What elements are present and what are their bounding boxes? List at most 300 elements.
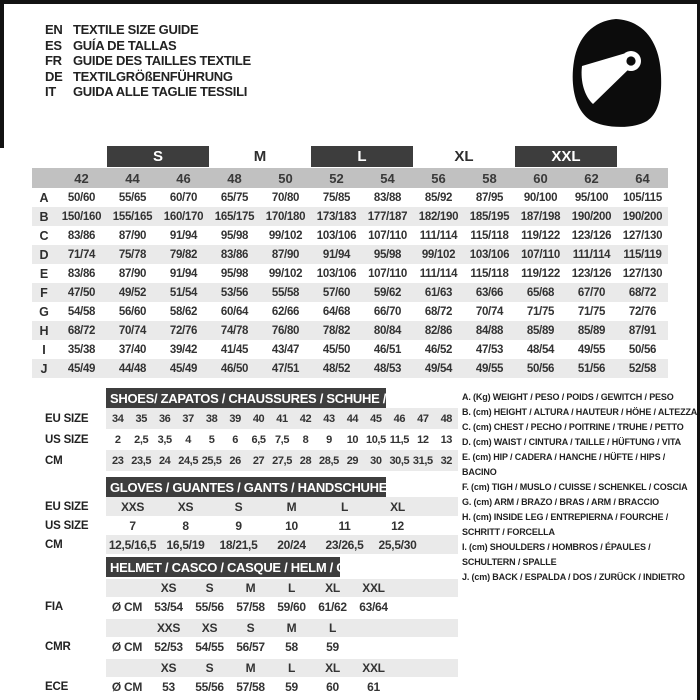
- legend-entry: C. (cm) CHEST / PECHO / POITRINE / TRUHE / PETTO: [462, 422, 684, 432]
- sub-value: 6: [232, 433, 238, 446]
- size-value: 47/50: [67, 286, 96, 299]
- language-row: [45, 22, 251, 38]
- numeric-size: 48: [227, 170, 242, 186]
- helmet-size: M: [245, 581, 256, 595]
- textile-row: [32, 359, 668, 378]
- helmet-band-cells: [106, 579, 458, 597]
- size-value: 54/58: [67, 305, 96, 318]
- size-value: 85/92: [424, 191, 453, 204]
- helmet-size: S: [205, 661, 214, 675]
- size-value: 50/56: [526, 362, 555, 375]
- size-value: 53/56: [220, 286, 249, 299]
- size-value: 70/80: [271, 191, 300, 204]
- helmet-size: XL: [325, 581, 340, 595]
- helmet-size: M: [286, 621, 297, 635]
- size-value: 111/114: [572, 248, 611, 261]
- sub-value: 42: [299, 412, 312, 425]
- helmet-size: S: [205, 581, 214, 595]
- helmet-value-row: [32, 677, 462, 697]
- language-code: EN: [45, 22, 63, 38]
- language-code: ES: [45, 37, 62, 53]
- size-value: 55/65: [118, 191, 147, 204]
- numeric-size-row: [32, 168, 668, 188]
- sub-value: 41: [276, 412, 288, 425]
- size-value: 48/52: [322, 362, 351, 375]
- size-value: 49/55: [475, 362, 504, 375]
- sub-value: 10,5: [365, 433, 386, 446]
- sub-value: 12: [391, 518, 404, 533]
- size-value: 85/89: [526, 324, 555, 337]
- sub-value: 5: [208, 433, 215, 446]
- helmet-size: XXL: [362, 581, 385, 595]
- sub-value: 13: [440, 433, 453, 446]
- row-label: E: [39, 266, 49, 281]
- diameter-unit: Ø CM: [111, 680, 143, 694]
- sub-value: 24: [158, 454, 171, 467]
- helmet-value: 59/60: [277, 600, 306, 614]
- shoes-table: [32, 388, 462, 471]
- legend-entry: H. (cm) INSIDE LEG / ENTREPIERNA / FOURCHE / SCHRITT / FORCELLA: [462, 512, 669, 537]
- visor-pivot-inner: [626, 56, 635, 65]
- row-label: F: [40, 285, 48, 300]
- size-value: 107/110: [521, 248, 560, 261]
- sub-cells: [106, 535, 458, 554]
- sub-row-label: CM: [45, 454, 63, 467]
- size-value: 49/54: [424, 362, 453, 375]
- size-value: 58/62: [169, 305, 198, 318]
- size-value: 83/88: [373, 191, 402, 204]
- numeric-size: 54: [380, 170, 395, 186]
- textile-row: [32, 207, 668, 226]
- sub-value: 43: [323, 412, 335, 425]
- sub-value: 24,5: [178, 454, 199, 467]
- sub-value: 18/21,5: [219, 537, 258, 552]
- language-code: DE: [45, 68, 63, 84]
- size-value: 70/74: [118, 324, 147, 337]
- helmet-value: 52/53: [154, 640, 183, 654]
- sub-row: [32, 429, 462, 450]
- helmet-value: 58: [285, 640, 298, 654]
- textile-rows: [32, 188, 668, 378]
- sub-value: 27,5: [272, 454, 292, 467]
- size-value: 78/82: [322, 324, 351, 337]
- sub-value: 16,5/19: [166, 537, 205, 552]
- legend-entry: J. (cm) BACK / ESPALDA / DOS / ZURÜCK / INDIETRO: [462, 572, 685, 582]
- size-value: 82/86: [424, 324, 453, 337]
- helmet-band-cells: [106, 619, 458, 637]
- sub-value: 38: [205, 412, 218, 425]
- size-value: 127/130: [622, 267, 663, 280]
- size-value: 46/51: [373, 343, 402, 356]
- numeric-size: 44: [125, 170, 140, 186]
- textile-row: [32, 283, 668, 302]
- language-row: [45, 53, 251, 69]
- sub-value: 30: [370, 454, 382, 467]
- sub-value: 35: [135, 412, 147, 425]
- sub-value: 39: [229, 412, 241, 425]
- unit-spacer: [106, 619, 148, 637]
- size-value: 83/86: [220, 248, 249, 261]
- size-value: 190/200: [622, 210, 663, 223]
- size-group-xl: XL: [454, 148, 474, 165]
- size-value: 65/75: [220, 191, 249, 204]
- helmet-value-cells: [106, 637, 458, 657]
- size-value: 107/110: [368, 267, 407, 280]
- sub-cells: [106, 516, 458, 535]
- sub-row-label: US SIZE: [45, 433, 89, 446]
- gloves-rows: [32, 497, 462, 554]
- size-value: 79/82: [169, 248, 198, 261]
- size-group-spacer: [617, 146, 668, 167]
- sub-value: 28: [299, 454, 312, 467]
- helmet-size: XXL: [362, 661, 385, 675]
- row-label: I: [42, 342, 46, 357]
- language-code: IT: [45, 84, 56, 100]
- size-value: 123/126: [571, 267, 612, 280]
- size-value: 76/80: [271, 324, 300, 337]
- size-value: 87/90: [118, 267, 147, 280]
- textile-row: [32, 264, 668, 283]
- sub-value: 46: [393, 412, 406, 425]
- size-group-l: L: [311, 146, 413, 167]
- size-value: 51/56: [577, 362, 606, 375]
- sub-value: 28,5: [319, 454, 339, 467]
- size-value: 44/48: [118, 362, 147, 375]
- sub-cells: [106, 450, 458, 471]
- textile-row: [32, 245, 668, 264]
- sub-value: 44: [346, 412, 359, 425]
- size-value: 49/55: [577, 343, 606, 356]
- sub-value: 12,5/16,5: [108, 537, 157, 552]
- sub-value: 45: [370, 412, 382, 425]
- size-value: 115/119: [623, 248, 662, 261]
- size-value: 71/75: [577, 305, 606, 318]
- numeric-size: 42: [74, 170, 89, 186]
- sub-value: 6,5: [251, 433, 266, 446]
- language-label: GUÍA DE TALLAS: [73, 37, 177, 53]
- size-value: 99/102: [421, 248, 456, 261]
- size-group-s: S: [107, 146, 209, 167]
- size-value: 50/60: [67, 191, 96, 204]
- standard-name: ECE: [45, 681, 69, 693]
- size-value: 61/63: [424, 286, 453, 299]
- shoes-title-bar: [106, 388, 442, 408]
- size-value: 87/90: [271, 248, 300, 261]
- standard-name: FIA: [45, 601, 63, 613]
- legend-entry: G. (cm) ARM / BRAZO / BRAS / ARM / BRACCIO: [462, 497, 660, 507]
- size-value: 95/98: [220, 267, 249, 280]
- sub-row: [32, 497, 462, 516]
- size-value: 95/100: [574, 191, 609, 204]
- helmet-value: 59: [285, 680, 298, 694]
- size-value: 47/53: [475, 343, 504, 356]
- sub-value: 23/26,5: [325, 537, 364, 552]
- size-value: 177/187: [367, 210, 408, 223]
- size-value: 185/195: [469, 210, 510, 223]
- size-value: 55/58: [271, 286, 300, 299]
- sub-value: 23: [112, 454, 124, 467]
- size-value: 60/64: [220, 305, 249, 318]
- sub-value: 25,5/30: [378, 537, 417, 552]
- sub-value: 30,5: [389, 454, 410, 467]
- sub-value: 20/24: [277, 537, 306, 552]
- sub-value: 2,5: [134, 433, 149, 446]
- language-row: [45, 69, 251, 85]
- size-value: 87/90: [118, 229, 147, 242]
- size-group-m: M: [253, 148, 267, 165]
- size-value: 59/62: [373, 286, 402, 299]
- helmet-value: 61/62: [318, 600, 347, 614]
- sub-value: XXS: [120, 499, 145, 514]
- size-value: 41/45: [220, 343, 249, 356]
- sub-value: 27: [252, 454, 265, 467]
- textile-row: [32, 188, 668, 207]
- helmet-value-row: [32, 597, 462, 617]
- language-label: GUIDE DES TAILLES TEXTILE: [73, 53, 251, 69]
- sub-row-label: EU SIZE: [45, 500, 89, 513]
- size-group-spacer: [32, 146, 107, 167]
- helmet-value: 55/56: [195, 600, 224, 614]
- sub-value: L: [340, 499, 349, 514]
- helmet-value: 63/64: [359, 600, 388, 614]
- helmet-size: XL: [325, 661, 340, 675]
- sub-value: 7,5: [274, 433, 290, 446]
- gloves-table: [32, 477, 462, 554]
- helmet-value: 60: [326, 680, 339, 694]
- sub-value: 40: [252, 412, 265, 425]
- sub-value: 36: [158, 412, 171, 425]
- size-value: 46/52: [424, 343, 453, 356]
- helmet-size: XS: [160, 661, 177, 675]
- row-label: H: [39, 323, 49, 338]
- helmet-title-bar: [106, 557, 382, 577]
- gloves-title-bar: [106, 477, 446, 497]
- row-label: J: [40, 361, 48, 376]
- sub-value: XS: [177, 499, 194, 514]
- diameter-unit: Ø CM: [111, 600, 143, 614]
- size-value: 91/94: [169, 229, 198, 242]
- sub-value: 9: [326, 433, 332, 446]
- top-border: [0, 0, 700, 4]
- sub-value: 10: [346, 433, 359, 446]
- size-value: 67/70: [577, 286, 606, 299]
- helmet-band-cells: [106, 659, 458, 677]
- sub-value: 9: [235, 518, 242, 533]
- size-value: 64/68: [322, 305, 351, 318]
- sub-value: 34: [112, 412, 124, 425]
- size-value: 71/74: [67, 248, 96, 261]
- size-value: 51/54: [169, 286, 198, 299]
- helmet-value: 57/58: [236, 680, 265, 694]
- shoes-title: SHOES/ ZAPATOS / CHAUSSURES / SCHUHE / SCARPE: [110, 390, 442, 406]
- sub-row: [32, 516, 462, 535]
- helmet-size: M: [245, 661, 256, 675]
- language-label: GUIDA ALLE TAGLIE TESSILI: [73, 84, 248, 100]
- size-value: 37/40: [118, 343, 147, 356]
- language-label: TEXTILGRÖßENFÜHRUNG: [73, 68, 233, 84]
- size-value: 99/102: [268, 267, 303, 280]
- size-value: 105/115: [623, 191, 662, 204]
- row-label: A: [39, 190, 49, 205]
- textile-row: [32, 226, 668, 245]
- size-value: 39/42: [169, 343, 198, 356]
- size-value: 119/122: [521, 267, 560, 280]
- sub-value: 10: [285, 518, 298, 533]
- size-value: 85/89: [577, 324, 606, 337]
- size-value: 87/91: [628, 324, 657, 337]
- helmet-size: L: [287, 581, 296, 595]
- helmet-size: XS: [160, 581, 177, 595]
- size-value: 84/88: [475, 324, 504, 337]
- standard-name: CMR: [45, 641, 71, 653]
- size-value: 90/100: [523, 191, 558, 204]
- sub-value: 11: [338, 518, 351, 533]
- size-value: 95/98: [373, 248, 402, 261]
- size-value: 45/49: [169, 362, 198, 375]
- helmet-value-row: [32, 637, 462, 657]
- size-value: 45/50: [322, 343, 351, 356]
- sub-value: 25,5: [201, 454, 222, 467]
- size-value: 70/74: [475, 305, 504, 318]
- size-value: 65/68: [526, 286, 555, 299]
- row-label: C: [39, 228, 49, 243]
- size-value: 119/122: [521, 229, 560, 242]
- sub-value: 4: [185, 433, 191, 446]
- helmet-size-band: [32, 619, 462, 637]
- sub-value: 31,5: [412, 454, 433, 467]
- size-value: 46/50: [220, 362, 249, 375]
- language-list: [45, 22, 251, 100]
- size-value: 75/78: [118, 248, 147, 261]
- size-value: 187/198: [520, 210, 561, 223]
- sub-value: S: [234, 499, 243, 514]
- size-value: 91/94: [322, 248, 351, 261]
- size-value: 155/165: [112, 210, 153, 223]
- helmet-size: S: [246, 621, 255, 635]
- sub-row-label: CM: [45, 538, 63, 551]
- numeric-spacer: [32, 168, 56, 188]
- size-value: 173/183: [316, 210, 357, 223]
- shoes-rows: [32, 408, 462, 471]
- size-value: 103/106: [469, 248, 510, 261]
- helmet-size-band: [32, 659, 462, 677]
- helmet-size: L: [328, 621, 337, 635]
- size-value: 52/58: [628, 362, 657, 375]
- sub-cells: [106, 408, 458, 429]
- sub-value: 37: [182, 412, 194, 425]
- size-group-row: [32, 146, 668, 167]
- sub-value: 26: [229, 454, 241, 467]
- helmet-value: [353, 637, 394, 657]
- size-value: 115/118: [470, 229, 509, 242]
- textile-size-table: [32, 146, 668, 378]
- helmet-title: HELMET / CASCO / CASQUE / HELM / CASCO: [110, 559, 382, 575]
- helmet-size: L: [287, 661, 296, 675]
- size-value: 68/72: [67, 324, 96, 337]
- sub-cells: [106, 497, 458, 516]
- size-value: 182/190: [418, 210, 459, 223]
- size-value: 45/49: [67, 362, 96, 375]
- size-value: 50/56: [628, 343, 657, 356]
- sub-value: 8: [302, 433, 309, 446]
- size-value: 68/72: [628, 286, 657, 299]
- size-value: 62/66: [271, 305, 300, 318]
- helmet-value: 57/58: [236, 600, 265, 614]
- sub-row: [32, 450, 462, 471]
- size-value: 72/76: [169, 324, 198, 337]
- size-value: 48/53: [373, 362, 402, 375]
- sub-value: 47: [417, 412, 429, 425]
- helmet-value: 56/57: [236, 640, 265, 654]
- size-value: 103/106: [316, 267, 357, 280]
- size-value: 49/52: [118, 286, 147, 299]
- sub-tables: [32, 388, 462, 697]
- size-value: 107/110: [368, 229, 407, 242]
- legend-entry: F. (cm) TIGH / MUSLO / CUISSE / SCHENKEL / COSCIA: [462, 482, 688, 492]
- language-code: FR: [45, 53, 62, 69]
- size-value: 57/60: [322, 286, 351, 299]
- size-value: 35/38: [67, 343, 96, 356]
- numeric-size: 50: [278, 170, 293, 186]
- language-row: [45, 38, 251, 54]
- sub-value: 2: [114, 433, 121, 446]
- size-value: 150/160: [61, 210, 102, 223]
- numeric-size: 58: [482, 170, 497, 186]
- helmet-size: XXS: [156, 621, 181, 635]
- size-value: 83/86: [67, 267, 96, 280]
- legend-entry: E. (cm) HIP / CADERA / HANCHE / HÜFTE / HIPS / BACINO: [462, 452, 666, 477]
- helmet-value: 55/56: [195, 680, 224, 694]
- helmet-value: 61: [367, 680, 380, 694]
- size-value: 160/170: [163, 210, 204, 223]
- racing-helmet-icon: [568, 16, 664, 130]
- size-value: 115/118: [470, 267, 509, 280]
- row-label: D: [39, 247, 49, 262]
- row-label: B: [39, 209, 49, 224]
- size-value: 68/72: [424, 305, 453, 318]
- textile-row: [32, 321, 668, 340]
- sub-value: XL: [390, 499, 405, 514]
- numeric-size: 46: [176, 170, 191, 186]
- sub-row-label: US SIZE: [45, 519, 89, 532]
- legend-entry: D. (cm) WAIST / CINTURA / TAILLE / HÜFTUNG / VITA: [462, 437, 681, 447]
- numeric-size: 56: [431, 170, 446, 186]
- sub-value: M: [286, 499, 297, 514]
- sub-row-label: EU SIZE: [45, 412, 89, 425]
- size-value: 74/78: [220, 324, 249, 337]
- row-label: G: [39, 304, 49, 319]
- sub-value: 3,5: [157, 433, 172, 446]
- legend-entry: I. (cm) SHOULDERS / HOMBROS / ÉPAULES / SCHULTERN / SPALLE: [462, 542, 651, 567]
- numeric-size: 60: [533, 170, 548, 186]
- size-value: 103/106: [316, 229, 357, 242]
- size-value: 80/84: [373, 324, 402, 337]
- size-value: 95/98: [220, 229, 249, 242]
- legend-entry: B. (cm) HEIGHT / ALTURA / HAUTEUR / HÖHE / ALTEZZA: [462, 407, 698, 417]
- sub-value: 7: [129, 518, 136, 533]
- size-value: 165/175: [214, 210, 255, 223]
- size-value: 75/85: [322, 191, 351, 204]
- size-value: 72/76: [628, 305, 657, 318]
- gloves-title: GLOVES / GUANTES / GANTS / HANDSCHUHE / GUANTI: [110, 479, 446, 495]
- helmet-value: 59: [326, 640, 339, 654]
- sub-cells: [106, 429, 458, 450]
- size-value: 56/60: [118, 305, 147, 318]
- unit-spacer: [106, 659, 148, 677]
- sub-value: 32: [440, 454, 453, 467]
- helmet-value-cells: [106, 597, 458, 617]
- sub-value: 23,5: [131, 454, 152, 467]
